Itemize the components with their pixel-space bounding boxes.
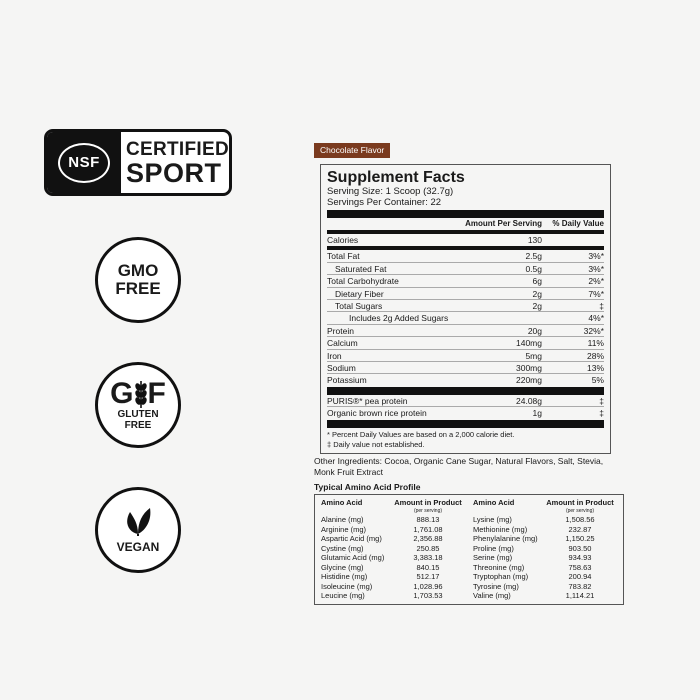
gmo-line1: GMO xyxy=(117,261,159,280)
amino-row xyxy=(321,591,465,601)
amino-value: 840.15 xyxy=(416,562,440,572)
gmo-line2: FREE xyxy=(115,279,161,298)
dv-not-established-note: ‡ Daily value not established. xyxy=(327,440,425,450)
facts-title: Supplement Facts xyxy=(327,169,465,186)
facts-row xyxy=(327,395,604,407)
facts-row-name: Protein xyxy=(327,325,354,336)
facts-row-name: Total Fat xyxy=(327,251,360,262)
facts-row-dv: 5% xyxy=(591,375,604,386)
amino-name: Alanine (mg) xyxy=(321,515,364,524)
amino-name: Proline (mg) xyxy=(473,543,514,553)
amino-name: Arginine (mg) xyxy=(321,524,367,534)
amino-name: Isoleucine (mg) xyxy=(321,581,373,591)
facts-row-name: Total Sugars xyxy=(335,300,383,311)
facts-row-amount: 5mg xyxy=(525,350,542,361)
amino-acid-table xyxy=(314,494,624,605)
amino-row xyxy=(473,525,617,535)
amino-row xyxy=(473,582,617,592)
facts-row-amount: 0.5g xyxy=(525,263,542,274)
facts-row-name: Calcium xyxy=(327,338,358,349)
facts-row xyxy=(327,325,604,337)
amino-header xyxy=(473,499,617,515)
amino-value: 1,028.96 xyxy=(413,581,443,591)
amino-row xyxy=(473,515,617,525)
amino-name: Cystine (mg) xyxy=(321,543,364,553)
facts-row-name: Dietary Fiber xyxy=(335,288,384,299)
amino-col-amount: Amount in Product (per serving) xyxy=(394,498,462,514)
amino-name: Histidine (mg) xyxy=(321,572,368,581)
amino-value: 1,150.25 xyxy=(565,534,595,543)
nsf-logo-block xyxy=(47,132,121,193)
facts-row-name: Sodium xyxy=(327,362,356,373)
facts-row xyxy=(327,337,604,349)
facts-row-amount: 24.08g xyxy=(516,395,542,406)
amino-value: 1,703.53 xyxy=(413,591,443,600)
amino-row xyxy=(321,515,465,525)
vegan-badge xyxy=(95,487,181,573)
facts-row xyxy=(327,362,604,374)
facts-row-name: Potassium xyxy=(327,375,367,386)
facts-row-amount: 2g xyxy=(532,288,542,299)
amino-row xyxy=(321,572,465,582)
facts-row-dv: 7%* xyxy=(588,288,604,299)
amino-value: 758.63 xyxy=(568,562,592,572)
amino-name: Valine (mg) xyxy=(473,591,511,600)
amino-row xyxy=(473,553,617,563)
amino-value: 2,356.88 xyxy=(413,534,443,543)
facts-row-amount: 20g xyxy=(527,325,542,336)
amino-header xyxy=(321,499,465,515)
amino-row xyxy=(473,563,617,573)
facts-row-name: Calories xyxy=(327,235,359,245)
amino-value: 3,383.18 xyxy=(413,553,443,562)
nsf-certified-sport-badge xyxy=(44,129,232,196)
amino-name: Serine (mg) xyxy=(473,553,513,562)
facts-row-dv: 28% xyxy=(586,350,604,361)
gmo-free-badge xyxy=(95,237,181,323)
amino-column-left xyxy=(321,499,465,600)
amino-value: 888.13 xyxy=(416,515,440,524)
amino-row xyxy=(473,534,617,544)
amino-value: 903.50 xyxy=(568,543,592,553)
amino-value: 1,114.21 xyxy=(565,591,595,600)
nsf-line1: CERTIFIED xyxy=(126,138,229,160)
amino-name: Lysine (mg) xyxy=(473,515,512,524)
amino-value: 1,761.08 xyxy=(413,524,443,534)
facts-row xyxy=(327,263,604,275)
facts-row-dv: 3%* xyxy=(588,251,604,262)
amino-row xyxy=(321,534,465,544)
amino-col-acid: Amino Acid xyxy=(321,498,363,507)
amino-name: Glycine (mg) xyxy=(321,562,364,572)
facts-row-dv: 4%* xyxy=(588,313,604,324)
col-dv: % Daily Value xyxy=(552,219,604,228)
facts-group-nutrients xyxy=(327,250,604,386)
facts-row-amount: 140mg xyxy=(516,338,542,349)
facts-row-dv: 11% xyxy=(587,338,604,349)
facts-row-dv: 3%* xyxy=(588,263,604,274)
facts-row-amount: 300mg xyxy=(516,362,542,373)
thick-divider xyxy=(327,387,604,395)
supplement-facts-panel xyxy=(320,164,611,454)
amino-value: 512.17 xyxy=(416,572,440,581)
facts-group-proteins xyxy=(327,395,604,420)
facts-row-name: Organic brown rice protein xyxy=(327,408,427,419)
facts-row-amount: 2.5g xyxy=(525,251,542,262)
facts-row-amount: 6g xyxy=(532,276,542,287)
amino-value: 1,508.56 xyxy=(565,515,595,524)
facts-row-dv xyxy=(542,234,604,246)
amino-name: Aspartic Acid (mg) xyxy=(321,534,382,543)
gluten-line2: FREE xyxy=(124,420,152,431)
facts-row-name: PURIS®* pea protein xyxy=(327,395,408,406)
servings-per-container: Servings Per Container: 22 xyxy=(327,197,442,208)
facts-row-name: Includes 2g Added Sugars xyxy=(349,313,449,324)
amino-name: Tyrosine (mg) xyxy=(473,581,519,591)
amino-column-right xyxy=(473,499,617,600)
gluten-free-badge xyxy=(95,362,181,448)
amino-name: Methionine (mg) xyxy=(473,524,528,534)
facts-row xyxy=(327,300,604,312)
flavor-tag: Chocolate Flavor xyxy=(314,143,390,158)
amino-col-acid: Amino Acid xyxy=(473,498,515,507)
amino-name: Leucine (mg) xyxy=(321,591,365,600)
nsf-line2: SPORT xyxy=(126,157,222,188)
facts-row xyxy=(327,288,604,300)
leaf-icon xyxy=(120,506,156,536)
gf-letter-f: F xyxy=(147,377,166,410)
amino-name: Glutamic Acid (mg) xyxy=(321,553,385,562)
thick-divider xyxy=(327,420,604,428)
facts-row-dv: ‡ xyxy=(599,408,604,419)
gluten-line1: GLUTEN xyxy=(117,409,159,420)
facts-row-dv: 2%* xyxy=(588,276,604,287)
wheat-icon xyxy=(135,379,147,409)
facts-row xyxy=(327,350,604,362)
facts-row-dv: ‡ xyxy=(599,300,604,311)
facts-row xyxy=(327,250,604,262)
gf-mark xyxy=(110,379,166,409)
vegan-label: VEGAN xyxy=(116,540,160,554)
amino-name: Threonine (mg) xyxy=(473,562,525,572)
nsf-logo: NSF xyxy=(58,143,110,183)
gf-letter-g: G xyxy=(110,377,134,410)
amino-name: Phenylalanine (mg) xyxy=(473,534,538,543)
facts-row-name: Iron xyxy=(327,350,342,361)
facts-row-name: Total Carbohydrate xyxy=(327,276,399,287)
thick-divider xyxy=(327,210,604,218)
facts-row xyxy=(327,275,604,287)
amino-row xyxy=(473,544,617,554)
amino-row xyxy=(473,572,617,582)
dv-note: * Percent Daily Values are based on a 2,000 calorie diet. xyxy=(327,430,515,440)
facts-row xyxy=(327,374,604,386)
amino-title: Typical Amino Acid Profile xyxy=(314,482,421,492)
amino-row xyxy=(321,544,465,554)
amino-row xyxy=(321,553,465,563)
amino-value: 783.82 xyxy=(568,581,592,591)
amino-value: 250.85 xyxy=(416,543,440,553)
nsf-text xyxy=(121,132,229,193)
amino-row xyxy=(321,525,465,535)
facts-row-amount: 1g xyxy=(532,408,542,419)
amino-name: Tryptophan (mg) xyxy=(473,572,529,581)
facts-row-amount: 130 xyxy=(527,235,542,245)
amino-value: 232.87 xyxy=(568,524,592,534)
facts-row-dv: 13% xyxy=(586,362,604,373)
serving-size: Serving Size: 1 Scoop (32.7g) xyxy=(327,186,454,197)
amino-value: 200.94 xyxy=(568,572,592,581)
facts-row xyxy=(327,407,604,419)
facts-row xyxy=(327,234,604,246)
facts-group-calories xyxy=(327,234,604,246)
amino-row xyxy=(473,591,617,601)
amino-col-amount: Amount in Product (per serving) xyxy=(546,498,614,514)
facts-header-row xyxy=(327,218,604,230)
facts-row-amount xyxy=(482,312,542,323)
facts-row xyxy=(327,312,604,324)
facts-row-name: Saturated Fat xyxy=(335,263,387,274)
amino-row xyxy=(321,563,465,573)
facts-row-dv: 32%* xyxy=(583,325,604,336)
facts-row-dv: ‡ xyxy=(599,395,604,406)
amino-row xyxy=(321,582,465,592)
facts-row-amount: 2g xyxy=(532,300,542,311)
facts-row-amount: 220mg xyxy=(516,375,542,386)
amino-value: 934.93 xyxy=(568,553,592,562)
col-amount: Amount Per Serving xyxy=(465,219,542,228)
other-ingredients: Other Ingredients: Cocoa, Organic Cane Sugar, Natural Flavors, Salt, Stevia, Monk Fruit Extract xyxy=(314,456,604,477)
